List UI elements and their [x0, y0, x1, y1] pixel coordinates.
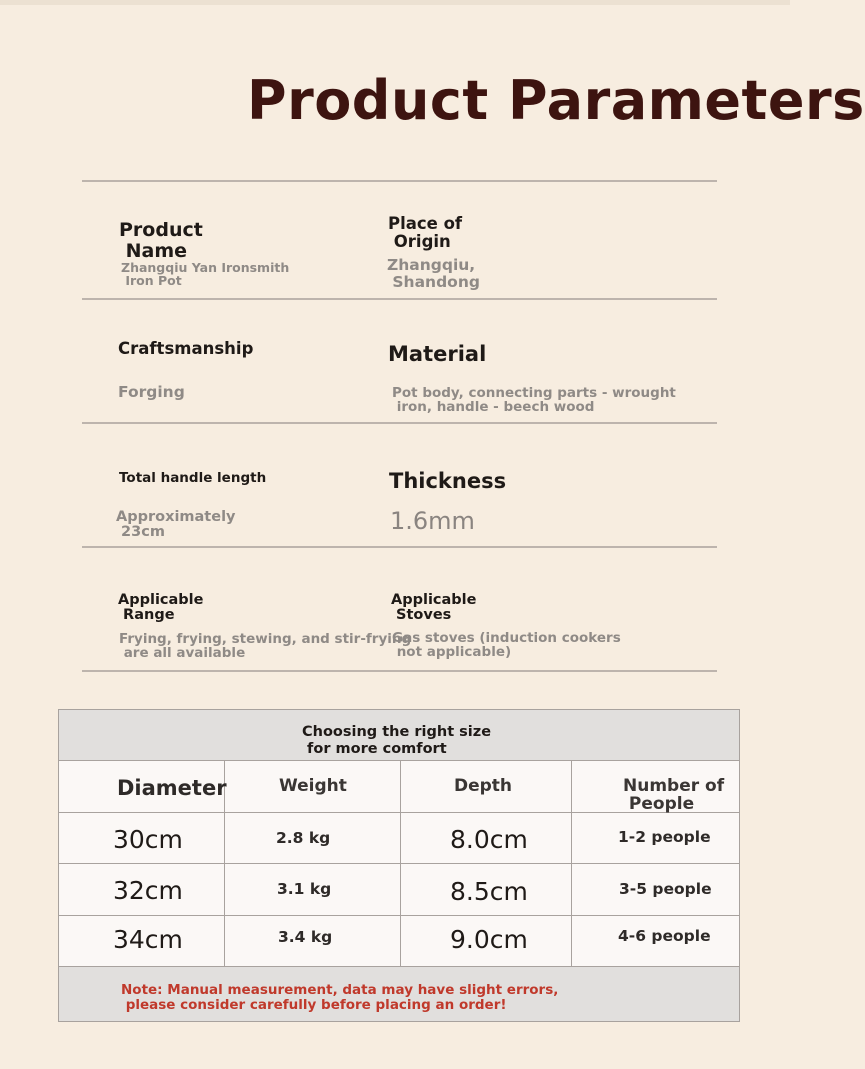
table-gridline: [59, 863, 739, 864]
param-label-applicable-range: Applicable Range: [118, 592, 204, 623]
divider: [82, 180, 717, 182]
table-cell-weight: 3.4 kg: [278, 928, 333, 946]
param-label-product-name: Product Name: [119, 219, 203, 262]
param-value-product-name: Zhangqiu Yan Ironsmith Iron Pot: [121, 260, 290, 288]
table-gridline: [400, 761, 401, 966]
param-label-craftsmanship: Craftsmanship: [118, 339, 254, 358]
table-cell-diameter: 30cm: [113, 825, 183, 854]
size-table: [58, 709, 740, 1022]
column-header-number-of-people: Number of People: [623, 776, 725, 814]
param-value-applicable-stoves: Gas stoves (induction cookers not applicable): [392, 630, 621, 660]
divider: [82, 422, 717, 424]
param-value-thickness: 1.6mm: [390, 507, 475, 535]
divider: [82, 298, 717, 300]
size-table-heading-bar: [59, 710, 739, 761]
param-label-place-of-origin: Place of Origin: [388, 214, 463, 251]
column-header-depth: Depth: [454, 776, 513, 796]
param-label-thickness: Thickness: [389, 469, 507, 493]
size-table-heading: Choosing the right size for more comfort: [302, 724, 492, 757]
table-cell-depth: 9.0cm: [450, 925, 528, 954]
table-cell-depth: 8.0cm: [450, 825, 528, 854]
table-gridline: [571, 761, 572, 966]
param-value-place-of-origin: Zhangqiu, Shandong: [387, 256, 480, 291]
table-gridline: [59, 915, 739, 916]
param-label-applicable-stoves: Applicable Stoves: [391, 592, 477, 623]
table-cell-people: 3-5 people: [619, 880, 712, 898]
note-bar: [59, 967, 739, 1021]
param-value-craftsmanship: Forging: [118, 383, 185, 401]
divider: [82, 670, 717, 672]
param-value-applicable-range: Frying, frying, stewing, and stir-frying are all available: [119, 631, 412, 661]
measurement-note: Note: Manual measurement, data may have slight errors, please consider carefully before placing an order!: [121, 982, 559, 1013]
table-cell-depth: 8.5cm: [450, 877, 528, 906]
param-value-handle-length: Approximately 23cm: [116, 509, 236, 540]
column-header-diameter: Diameter: [117, 776, 227, 800]
table-cell-diameter: 34cm: [113, 925, 183, 954]
param-value-material: Pot body, connecting parts - wrought iron, handle - beech wood: [392, 385, 676, 415]
table-cell-weight: 3.1 kg: [277, 880, 332, 898]
divider: [82, 546, 717, 548]
top-edge-strip: [0, 0, 790, 5]
page-title: Product Parameters: [247, 69, 865, 132]
table-cell-people: 4-6 people: [618, 927, 711, 945]
param-label-handle-length: Total handle length: [119, 470, 267, 486]
table-cell-people: 1-2 people: [618, 828, 711, 846]
param-label-material: Material: [388, 342, 487, 366]
table-cell-diameter: 32cm: [113, 876, 183, 905]
column-header-weight: Weight: [279, 776, 347, 796]
table-cell-weight: 2.8 kg: [276, 829, 331, 847]
